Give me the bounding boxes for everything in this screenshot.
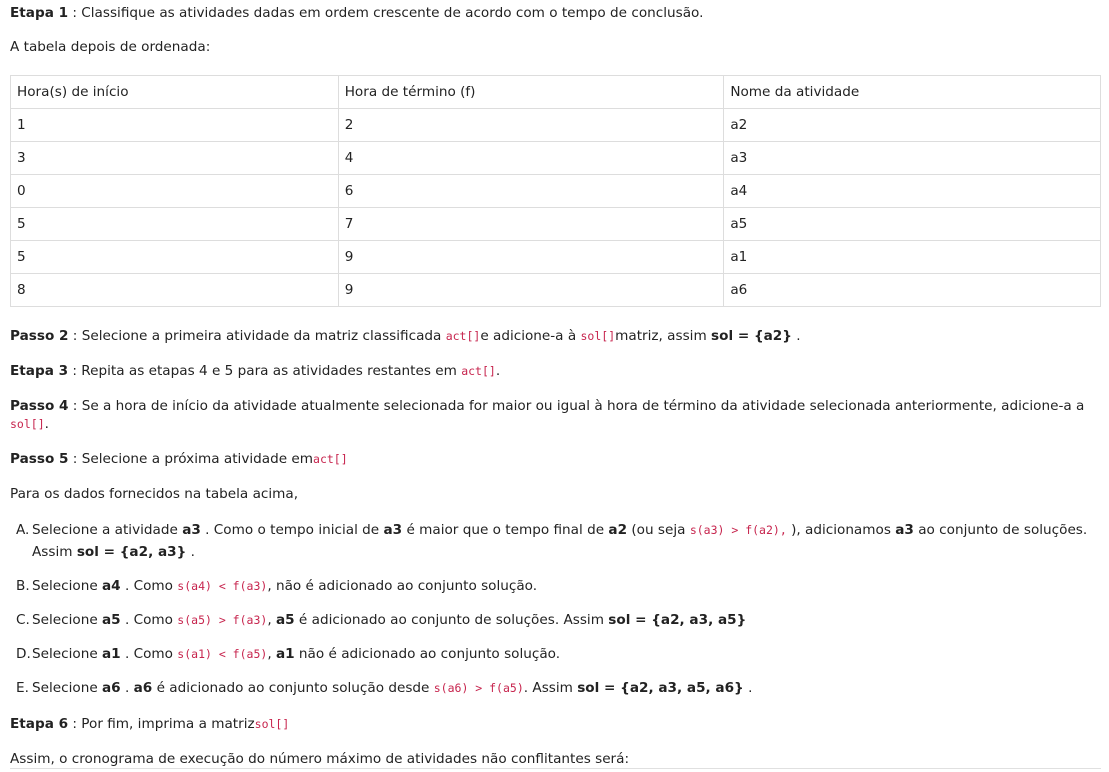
- list-item: [10, 643, 1099, 665]
- activity-name: a6: [102, 680, 121, 696]
- table-cell: 5: [11, 241, 339, 274]
- table-header-cell: Hora(s) de início: [11, 76, 339, 109]
- table-cell: a1: [724, 241, 1101, 274]
- list-text: . Como: [120, 646, 178, 662]
- list-text: não é adicionado ao conjunto solução.: [294, 646, 561, 662]
- list-text: Selecione: [32, 612, 102, 628]
- table-row: [11, 208, 1101, 241]
- activity-name: a2: [608, 522, 628, 538]
- table-header-cell: Nome da atividade: [724, 76, 1101, 109]
- table-cell: 7: [338, 208, 724, 241]
- list-text: . Como: [120, 612, 178, 628]
- inline-code: act[]: [313, 452, 348, 466]
- list-text: .: [743, 680, 753, 696]
- step-1-label: Etapa 1: [10, 5, 69, 21]
- selection-list: [10, 519, 1099, 699]
- step-6-label: Etapa 6: [10, 716, 69, 732]
- activity-name: a1: [275, 646, 295, 662]
- inline-code: s(a5) > f(a3): [177, 613, 268, 627]
- inline-code: s(a3) > f(a2),: [689, 523, 787, 537]
- solution-set: sol = {a2, a3, a5}: [608, 612, 747, 628]
- activity-name: a3: [895, 522, 914, 538]
- table-cell: 9: [338, 274, 724, 307]
- activity-name: a6: [133, 680, 153, 696]
- table-cell: a6: [724, 274, 1101, 307]
- step-5-text: : Selecione a próxima atividade em: [68, 451, 314, 467]
- activity-name: a5: [102, 612, 121, 628]
- inline-code: s(a1) < f(a5): [177, 647, 268, 661]
- table-row: [11, 241, 1101, 274]
- list-text: Selecione: [32, 646, 102, 662]
- table-cell: 8: [11, 274, 339, 307]
- step-3-label: Etapa 3: [10, 363, 69, 379]
- step-6-paragraph: [10, 715, 1099, 733]
- step-2-text: matriz, assim: [615, 328, 712, 344]
- step-4-text: .: [44, 416, 49, 432]
- step-2-text: e adicione-a à: [480, 328, 581, 344]
- intro-paragraph: Para os dados fornecidos na tabela acima,: [10, 486, 299, 502]
- step-3-text: : Repita as etapas 4 e 5 para as atividades restantes em: [68, 363, 462, 379]
- table-row: [11, 175, 1101, 208]
- list-text: , não é adicionado ao conjunto solução.: [267, 578, 538, 594]
- table-cell: 0: [11, 175, 339, 208]
- bottom-divider: [10, 768, 1101, 769]
- step-3-text: .: [495, 363, 501, 379]
- list-marker: D.: [16, 646, 31, 662]
- step-6-text: : Por fim, imprima a matriz: [68, 716, 255, 732]
- list-text: Selecione a atividade: [32, 522, 183, 538]
- table-header-row: [11, 76, 1101, 109]
- list-item: [10, 519, 1099, 563]
- table-cell: a4: [724, 175, 1101, 208]
- list-marker: C.: [16, 612, 30, 628]
- table-row: [11, 142, 1101, 175]
- step-4-text: : Se a hora de início da atividade atualmente selecionada for maior ou igual à hora de término da atividade selecionada anteriormente, adicione-a a: [68, 398, 1085, 414]
- activity-name: a3: [383, 522, 403, 538]
- list-text: é adicionado ao conjunto de soluções. Assim: [294, 612, 609, 628]
- list-item: [10, 575, 1099, 597]
- list-text: Selecione: [32, 680, 102, 696]
- list-item: [10, 677, 1099, 699]
- step-4-label: Passo 4: [10, 398, 69, 414]
- conclusion-paragraph: Assim, o cronograma de execução do número máximo de atividades não conflitantes será:: [10, 751, 630, 767]
- list-text: Selecione: [32, 578, 102, 594]
- step-3-paragraph: [10, 362, 1099, 380]
- step-4-paragraph: [10, 397, 1099, 433]
- list-marker: B.: [16, 578, 30, 594]
- step-5-paragraph: [10, 450, 1099, 468]
- step-5-label: Passo 5: [10, 451, 69, 467]
- list-text: ,: [267, 646, 276, 662]
- solution-set: sol = {a2, a3, a5, a6}: [577, 680, 744, 696]
- activity-name: a5: [275, 612, 295, 628]
- sorted-table-caption: A tabela depois de ordenada:: [10, 39, 211, 55]
- inline-code: act[]: [461, 364, 496, 378]
- table-cell: 5: [11, 208, 339, 241]
- step-2-label: Passo 2: [10, 328, 69, 344]
- list-text: é adicionado ao conjunto solução desde: [152, 680, 434, 696]
- table-cell: a3: [724, 142, 1101, 175]
- list-marker: A.: [16, 522, 30, 538]
- table-cell: 1: [11, 109, 339, 142]
- list-text: . Como: [120, 578, 178, 594]
- list-text: . Como o tempo inicial de: [200, 522, 384, 538]
- list-text: .: [120, 680, 134, 696]
- table-row: [11, 109, 1101, 142]
- table-cell: 4: [338, 142, 724, 175]
- step-2-text: .: [791, 328, 801, 344]
- list-text: (ou seja: [627, 522, 690, 538]
- table-cell: 2: [338, 109, 724, 142]
- list-text: ao conjunto de soluções. Assim: [32, 522, 1088, 560]
- list-text: . Assim: [523, 680, 578, 696]
- table-cell: a2: [724, 109, 1101, 142]
- list-text: ,: [267, 612, 276, 628]
- step-2-paragraph: [10, 327, 1099, 345]
- sorted-activities-table: [10, 75, 1101, 307]
- inline-code: s(a6) > f(a5): [433, 681, 524, 695]
- table-row: [11, 274, 1101, 307]
- inline-code: sol[]: [254, 717, 290, 731]
- inline-code: sol[]: [580, 329, 616, 343]
- table-cell: a5: [724, 208, 1101, 241]
- solution-set: sol = {a2, a3}: [76, 544, 187, 560]
- activity-name: a1: [102, 646, 121, 662]
- list-item: [10, 609, 1099, 631]
- table-cell: 9: [338, 241, 724, 274]
- inline-code: s(a4) < f(a3): [177, 579, 268, 593]
- activity-name: a3: [182, 522, 201, 538]
- list-text: é maior que o tempo final de: [402, 522, 609, 538]
- activity-name: a4: [102, 578, 121, 594]
- inline-code: sol[]: [10, 417, 45, 431]
- step-2-text: : Selecione a primeira atividade da matriz classificada: [68, 328, 446, 344]
- list-text: .: [186, 544, 195, 560]
- step-1-text: : Classifique as atividades dadas em ordem crescente de acordo com o tempo de conclusão.: [68, 5, 704, 21]
- inline-code: act[]: [445, 329, 481, 343]
- solution-set: sol = {a2}: [711, 328, 792, 344]
- table-cell: 3: [11, 142, 339, 175]
- table-cell: 6: [338, 175, 724, 208]
- list-marker: E.: [16, 680, 29, 696]
- step-1-paragraph: [10, 4, 1099, 22]
- list-text: ), adicionamos: [786, 522, 896, 538]
- table-header-cell: Hora de término (f): [338, 76, 724, 109]
